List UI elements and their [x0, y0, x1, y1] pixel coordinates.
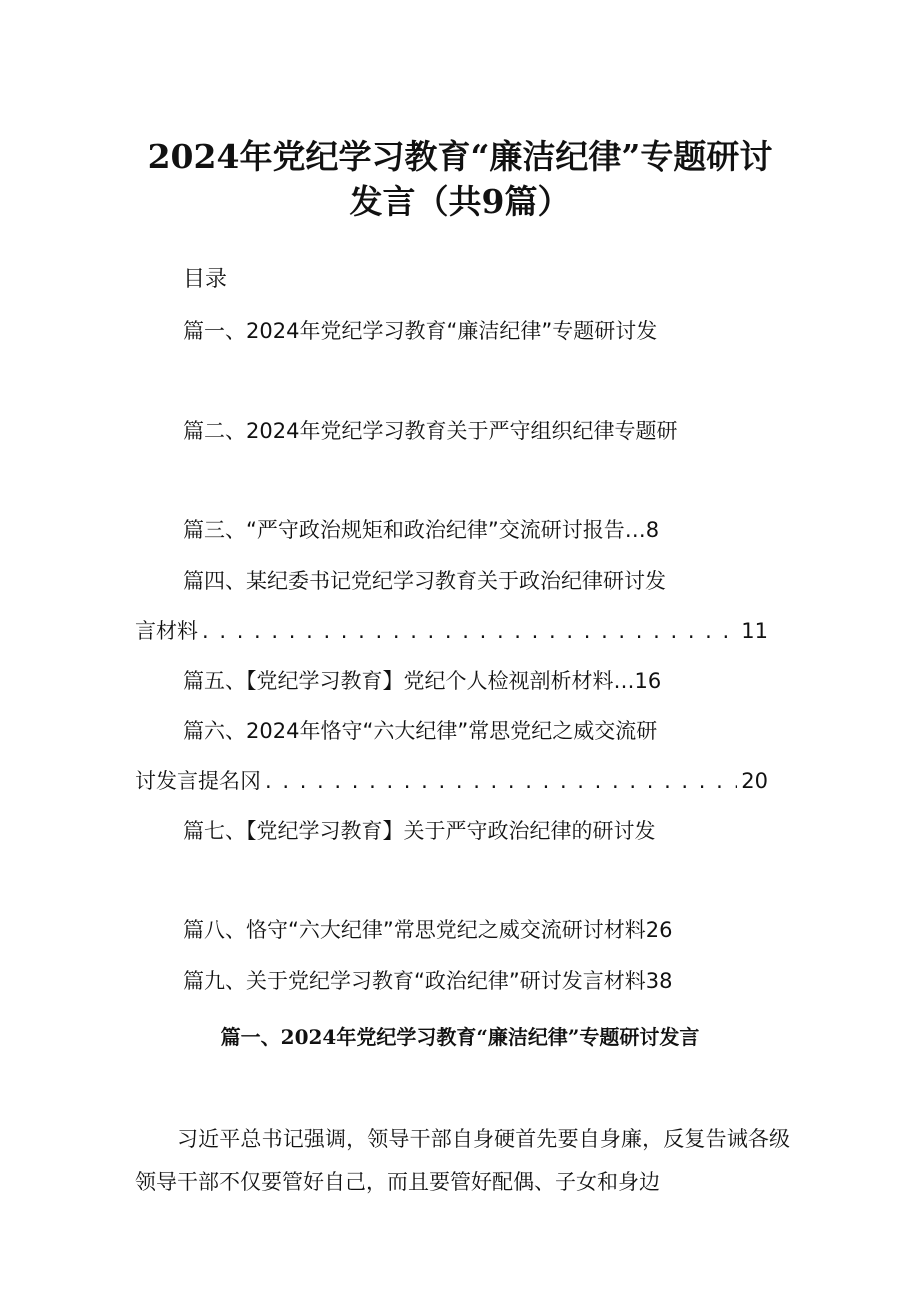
toc-entry-3[interactable]: 篇三、“严守政治规矩和政治纪律”交流研讨报告…8 [183, 518, 660, 542]
toc-heading: 目录 [183, 267, 228, 292]
toc-entry-4-tail: 言材料 [135, 619, 198, 643]
toc-entry-5[interactable]: 篇五、【党纪学习教育】党纪个人检视剖析材料…16 [183, 669, 662, 693]
toc-entry-6[interactable]: 篇六、2024年恪守“六大纪律”常思党纪之威交流研 [183, 719, 658, 743]
toc-entry-4-page: 11 [741, 619, 768, 643]
section-heading: 篇一、2024年党纪学习教育“廉洁纪律”专题研讨发言 [220, 1025, 700, 1049]
toc-entry-9[interactable]: 篇九、关于党纪学习教育“政治纪律”研讨发言材料38 [183, 969, 673, 993]
toc-entry-7[interactable]: 篇七、【党纪学习教育】关于严守政治纪律的研讨发 [183, 819, 656, 843]
toc-entry-6-continuation[interactable] [135, 766, 768, 796]
body-paragraph: 习近平总书记强调，领导干部自身硬首先要自身廉，反复告诫各级领导干部不仅要管好自己，而且要管好配偶、子女和身边 [135, 1127, 790, 1194]
dot-leader [202, 616, 737, 646]
toc-entry-6-page: 20 [741, 769, 768, 793]
toc-entry-4[interactable]: 篇四、某纪委书记党纪学习教育关于政治纪律研讨发 [183, 569, 666, 593]
toc-entry-6-tail: 讨发言提名冈 [135, 769, 261, 793]
toc-entry-4-continuation[interactable] [135, 616, 768, 646]
toc-entry-8[interactable]: 篇八、恪守“六大纪律”常思党纪之威交流研讨材料26 [183, 918, 673, 942]
dot-leader [265, 766, 737, 796]
document-title-line-1: 2024年党纪学习教育“廉洁纪律”专题研讨 [147, 137, 773, 176]
toc-entry-1[interactable]: 篇一、2024年党纪学习教育“廉洁纪律”专题研讨发 [183, 319, 658, 343]
document-title-line-2: 发言（共9篇） [349, 182, 571, 221]
toc-entry-2[interactable]: 篇二、2024年党纪学习教育关于严守组织纪律专题研 [183, 419, 678, 443]
